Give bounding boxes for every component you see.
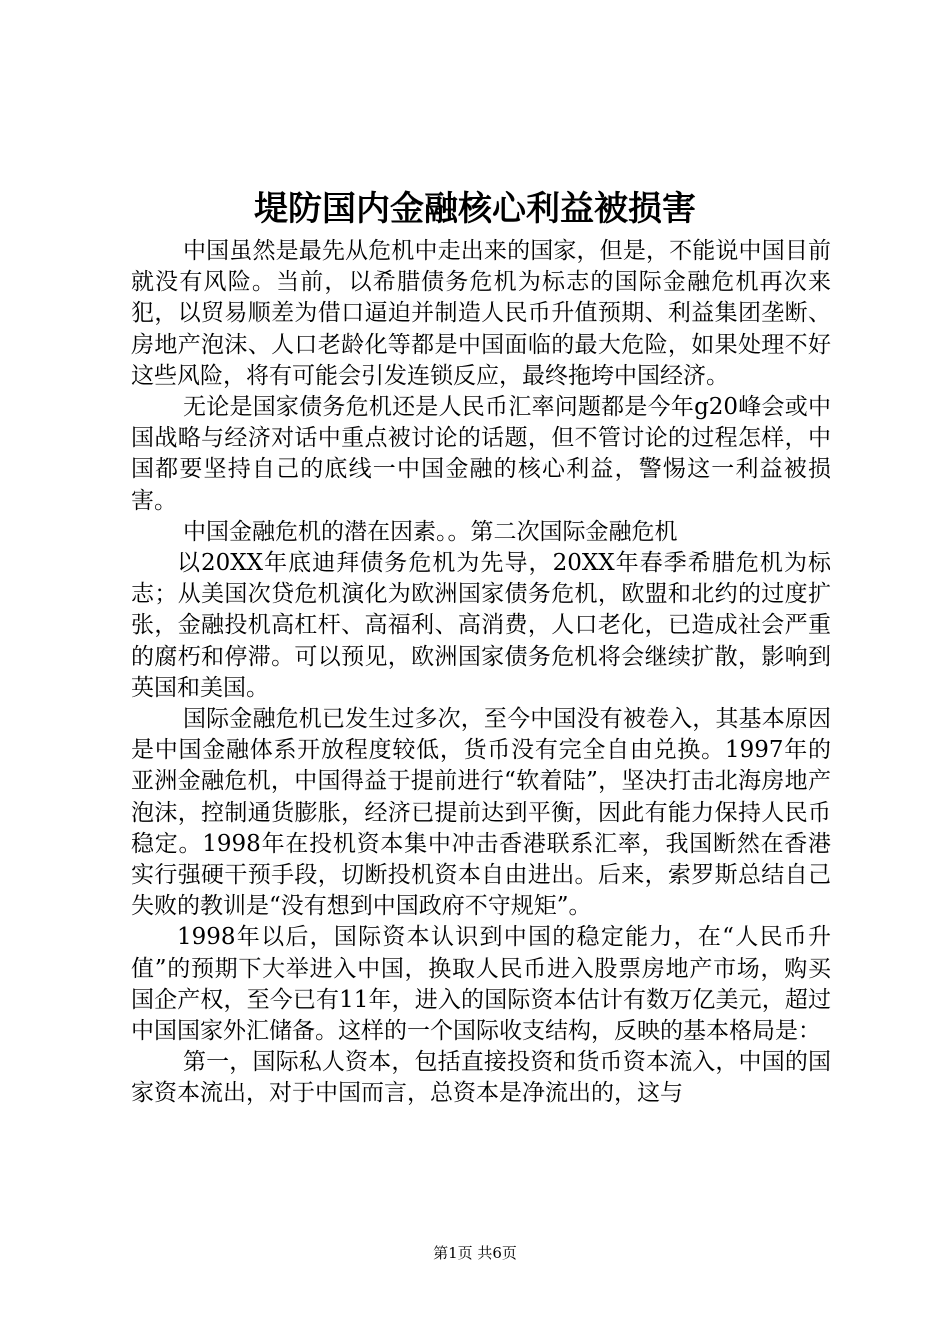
paragraph-2: 无论是国家债务危机还是人民币汇率问题都是今年g20峰会或中国战略与经济对话中重点被讨论的话题，但不管讨论的过程怎样，中国都要坚持自己的底线一中国金融的核心利益，警惕这一利益被损害。 [131, 394, 831, 514]
paragraph-1: 中国虽然是最先从危机中走出来的国家，但是，不能说中国目前就没有风险。当前，以希腊债务危机为标志的国际金融危机再次来犯，以贸易顺差为借口逼迫并制造人民币升值预期、利益集团垄断、房地产泡沫、人口老龄化等都是中国面临的最大危险，如果处理不好这些风险，将有可能会引发连锁反应，最终拖垮中国经济。 [131, 238, 831, 389]
paragraph-3: 中国金融危机的潜在因素。。第二次国际金融危机 [183, 518, 678, 545]
document-body [131, 236, 831, 1110]
page-number-footer: 第1页 共6页 [433, 1244, 517, 1262]
paragraph-7: 第一，国际私人资本，包括直接投资和货币资本流入，中国的国家资本流出，对于中国而言，总资本是净流出的，这与 [131, 1049, 831, 1107]
paragraph-4: 以20XX年底迪拜债务危机为先导，20XX年春季希腊危机为标志；从美国次贷危机演化为欧洲国家债务危机，欧盟和北约的过度扩张，金融投机高杠杆、高福利、高消费，人口老化，已造成社会严重的腐朽和停滞。可以预见，欧洲国家债务危机将会继续扩散，影响到英国和美国。 [131, 550, 831, 701]
paragraph-6: 1998年以后，国际资本认识到中国的稳定能力，在“人民币升值”的预期下大举进入中国，换取人民币进入股票房地产市场，购买国企产权，至今已有11年，进入的国际资本估计有数万亿美元，超过中国国家外汇储备。这样的一个国际收支结构，反映的基本格局是： [131, 924, 831, 1045]
paragraph-5: 国际金融危机已发生过多次，至今中国没有被卷入，其基本原因是中国金融体系开放程度较低，货币没有完全自由兑换。1997年的亚洲金融危机，中国得益于提前进行“软着陆”，坚决打击北海房地产泡沫，控制通货膨胀，经济已提前达到平衡，因此有能力保持人民币稳定。1998年在投机资本集中冲击香港联系汇率，我国断然在香港实行强硬干预手段，切断投机资本自由进出。后来，索罗斯总结自己失败的教训是“没有想到中国政府不守规矩”。 [131, 706, 831, 920]
document-title: 堤防国内金融核心利益被损害 [254, 189, 696, 229]
